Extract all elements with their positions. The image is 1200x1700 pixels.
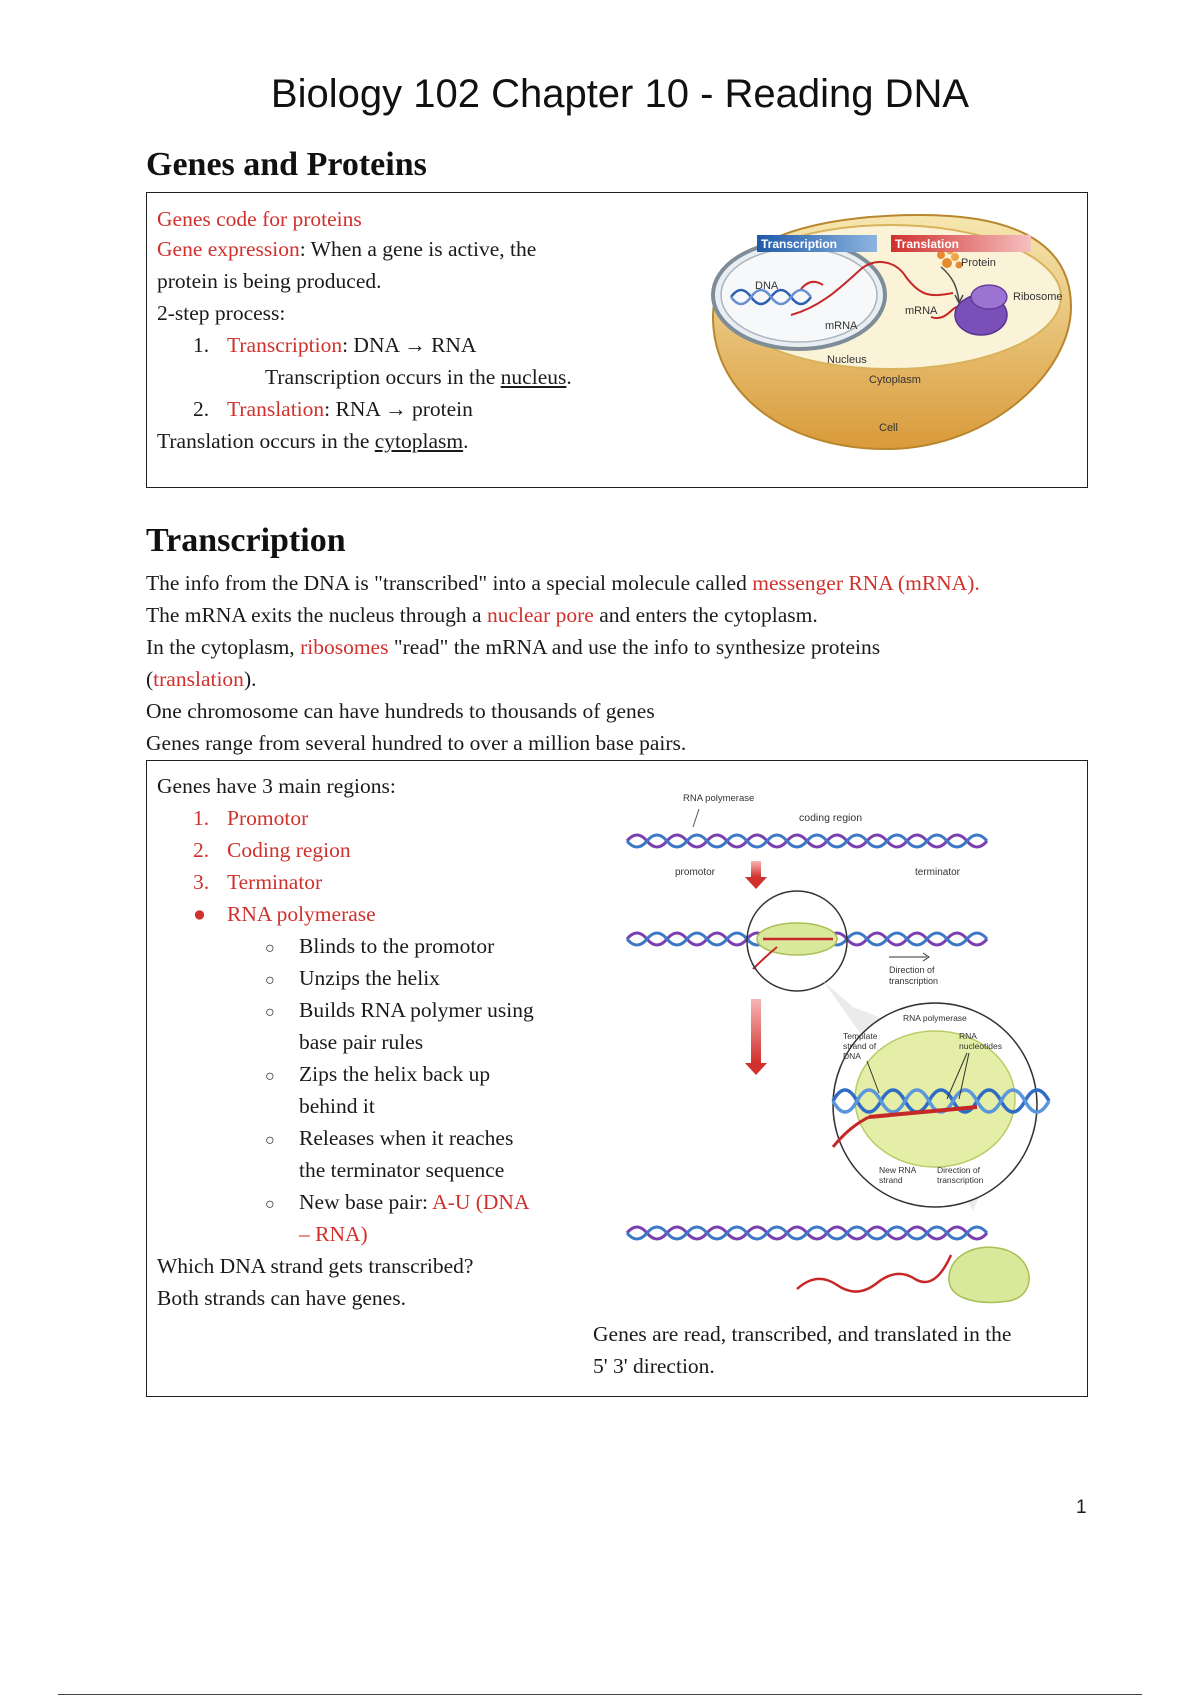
direction-label-2a: Direction of bbox=[937, 1165, 980, 1175]
section-heading-transcription: Transcription bbox=[146, 522, 346, 559]
rna-polymerase-bullet bbox=[193, 899, 376, 929]
released-mrna bbox=[797, 1255, 951, 1292]
sub-builds-text: Builds RNA polymer using bbox=[299, 998, 534, 1022]
translation-location-period: . bbox=[463, 429, 469, 453]
gene-expression-line bbox=[157, 234, 536, 264]
sub-basepair-cont: – RNA) bbox=[299, 1222, 368, 1246]
region-coding bbox=[193, 835, 351, 865]
cell-label: Cell bbox=[879, 422, 898, 434]
sub-zips-cont: behind it bbox=[299, 1094, 375, 1118]
sub-releases-text: Releases when it reaches bbox=[299, 1126, 514, 1150]
para-2-end: and enters the cytoplasm. bbox=[593, 603, 818, 627]
region-2-label: Coding region bbox=[227, 838, 351, 862]
gene-expression-text: : When a gene is active, the bbox=[299, 237, 537, 261]
footer-divider bbox=[58, 1694, 1142, 1695]
cytoplasm-label: Cytoplasm bbox=[869, 374, 921, 386]
sub-unzips-text: Unzips the helix bbox=[299, 966, 440, 990]
terminator-label: terminator bbox=[915, 867, 961, 878]
sub-builds-cont: base pair rules bbox=[299, 1030, 424, 1054]
sub-marker: ○ bbox=[265, 1196, 275, 1213]
sub-item bbox=[265, 1059, 490, 1092]
protein-produced-line: protein is being produced. bbox=[157, 269, 382, 293]
step-1-term: Transcription bbox=[227, 333, 343, 357]
step-1-number: 1. bbox=[193, 333, 210, 357]
sub-item bbox=[265, 963, 440, 996]
bullet-dot: ● bbox=[193, 902, 206, 926]
sub-releases-cont: the terminator sequence bbox=[299, 1158, 505, 1182]
transcription-label: Transcription bbox=[761, 237, 838, 251]
transcription-para-6: Genes range from several hundred to over a million base pairs. bbox=[146, 731, 687, 755]
rna-polymerase-top-label: RNA polymerase bbox=[683, 793, 755, 804]
step-1-detail-text: Transcription occurs in the bbox=[265, 365, 501, 389]
cytoplasm-term: cytoplasm bbox=[374, 429, 464, 453]
sub-marker: ○ bbox=[265, 1004, 275, 1021]
sub-item bbox=[265, 931, 494, 964]
para-2-text: The mRNA exits the nucleus through a bbox=[146, 603, 487, 627]
template-label-2: strand of bbox=[843, 1041, 877, 1051]
genes-box bbox=[146, 192, 1088, 488]
page-title: Biology 102 Chapter 10 - Reading DNA bbox=[270, 72, 970, 116]
rna-nucleotides-label-2: nucleotides bbox=[959, 1041, 1003, 1051]
mrna-label-nucleus: mRNA bbox=[825, 320, 858, 332]
para-3-end: "read" the mRNA and use the info to synthesize proteins bbox=[388, 635, 881, 659]
region-3-label: Terminator bbox=[227, 870, 323, 894]
region-terminator bbox=[193, 867, 322, 897]
nuclear-pore-term: nuclear pore bbox=[486, 603, 594, 627]
step-2-number: 2. bbox=[193, 397, 210, 421]
ribosomes-term: ribosomes bbox=[300, 635, 389, 659]
cell-diagram bbox=[691, 197, 1083, 483]
step-1-detail bbox=[265, 362, 572, 392]
region-2-number: 2. bbox=[193, 838, 210, 862]
transcription-para-1 bbox=[146, 568, 980, 598]
direction-label-2b: transcription bbox=[937, 1175, 984, 1185]
sub-marker: ○ bbox=[265, 1132, 275, 1149]
rna-polymerase-label: RNA polymerase bbox=[227, 902, 376, 926]
new-rna-label-2: strand bbox=[879, 1175, 903, 1185]
transcription-para-2 bbox=[146, 600, 818, 630]
nucleus-label: Nucleus bbox=[827, 354, 867, 366]
protein-label: Protein bbox=[961, 257, 996, 269]
template-label-1: Template bbox=[843, 1031, 878, 1041]
mrna-term: messenger RNA (mRNA). bbox=[752, 571, 980, 595]
translation-location-line bbox=[157, 426, 469, 456]
gene-regions-box bbox=[146, 760, 1088, 1397]
sub-binds-text: Blinds to the promotor bbox=[299, 934, 495, 958]
dna-helix-top bbox=[627, 835, 987, 847]
section-heading-genes: Genes and Proteins bbox=[146, 146, 427, 183]
nucleus-term: nucleus bbox=[500, 365, 567, 389]
region-1-label: Promotor bbox=[227, 806, 309, 830]
step-1-detail-period: . bbox=[566, 365, 572, 389]
transcription-para-5: One chromosome can have hundreds to thousands of genes bbox=[146, 699, 655, 723]
rna-polymerase-zoom-label: RNA polymerase bbox=[903, 1013, 967, 1023]
step-2-text: : RNA → protein bbox=[324, 397, 473, 421]
sub-basepair-text: New base pair: bbox=[299, 1190, 433, 1214]
transcription-para-4 bbox=[146, 664, 256, 694]
mrna-label-cytoplasm: mRNA bbox=[905, 305, 938, 317]
translation-label: Translation bbox=[895, 237, 960, 251]
sub-marker: ○ bbox=[265, 1068, 275, 1085]
translation-location-text: Translation occurs in the bbox=[157, 429, 375, 453]
sub-item bbox=[265, 1187, 529, 1220]
regions-intro: Genes have 3 main regions: bbox=[157, 774, 396, 798]
promotor-label: promotor bbox=[675, 867, 716, 878]
down-arrow-icon-2 bbox=[745, 1063, 767, 1075]
coding-region-label: coding region bbox=[799, 812, 863, 824]
page-number: 1 bbox=[1076, 1497, 1087, 1518]
template-label-3: DNA bbox=[843, 1051, 861, 1061]
step-1-text: : DNA → RNA bbox=[342, 333, 477, 357]
answer-line: Both strands can have genes. bbox=[157, 1286, 406, 1310]
gene-expression-term: Gene expression bbox=[157, 237, 300, 261]
para-4-open: ( bbox=[146, 667, 154, 691]
figure-caption-1: Genes are read, transcribed, and translated in the bbox=[593, 1322, 1012, 1346]
para-1-text: The info from the DNA is "transcribed" into a special molecule called bbox=[146, 571, 753, 595]
region-3-number: 3. bbox=[193, 870, 210, 894]
step-2 bbox=[193, 394, 473, 424]
new-rna-label-1: New RNA bbox=[879, 1165, 917, 1175]
para-3-text: In the cytoplasm, bbox=[146, 635, 301, 659]
dna-helix-bottom bbox=[627, 1227, 987, 1239]
figure-caption-2: 5' 3' direction. bbox=[593, 1354, 715, 1378]
direction-label-1b: transcription bbox=[889, 976, 939, 986]
released-polymerase bbox=[949, 1247, 1029, 1302]
step-1 bbox=[193, 330, 476, 360]
sub-marker: ○ bbox=[265, 940, 275, 957]
region-1-number: 1. bbox=[193, 806, 210, 830]
transcription-diagram bbox=[617, 781, 1063, 1309]
sub-item bbox=[265, 995, 534, 1028]
dna-label: DNA bbox=[755, 280, 779, 292]
translation-term: translation bbox=[153, 667, 244, 691]
rna-nucleotides-label-1: RNA bbox=[959, 1031, 977, 1041]
question-line: Which DNA strand gets transcribed? bbox=[157, 1254, 474, 1278]
sub-marker: ○ bbox=[265, 972, 275, 989]
transcription-para-3 bbox=[146, 632, 880, 662]
sub-zips-text: Zips the helix back up bbox=[299, 1062, 491, 1086]
genes-code-line: Genes code for proteins bbox=[157, 207, 362, 231]
sub-basepair-term: A-U (DNA bbox=[432, 1190, 530, 1214]
down-arrow-icon bbox=[745, 877, 767, 889]
para-4-close: ). bbox=[243, 667, 257, 691]
ribosome-label: Ribosome bbox=[1013, 291, 1063, 303]
step-2-term: Translation bbox=[227, 397, 325, 421]
sub-item bbox=[265, 1123, 513, 1156]
direction-label-1a: Direction of bbox=[889, 965, 935, 975]
region-promotor bbox=[193, 803, 308, 833]
two-step-line: 2-step process: bbox=[157, 301, 286, 325]
